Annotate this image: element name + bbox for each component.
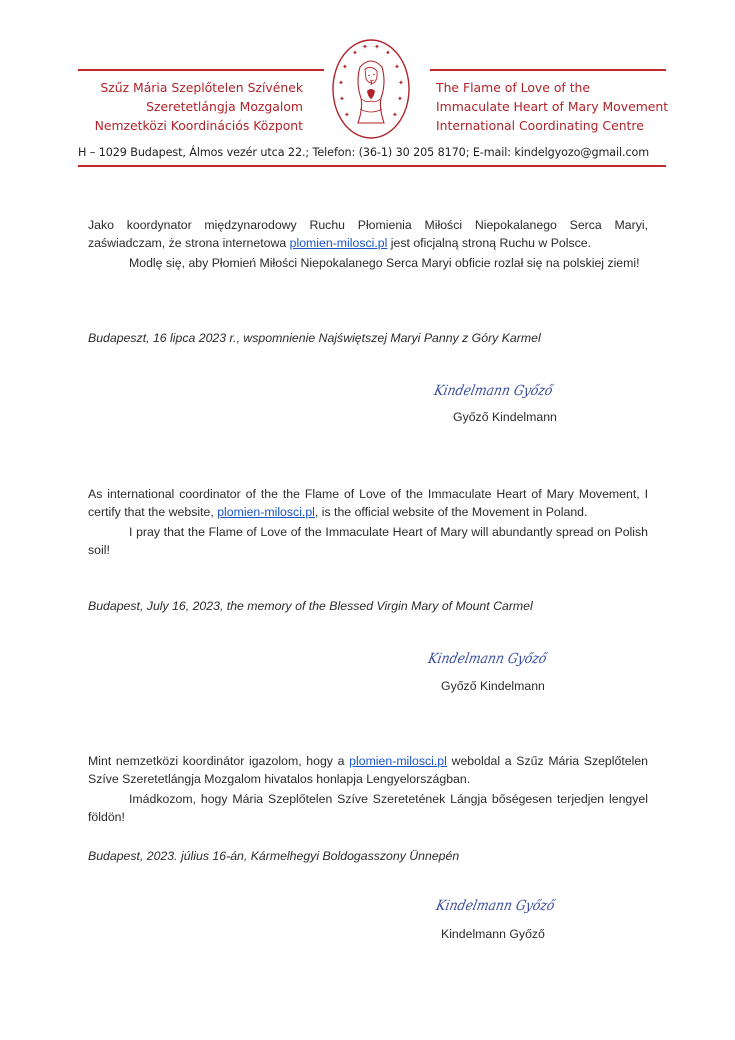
polish-signature	[428, 374, 578, 404]
hungarian-paragraph-2: Imádkozom, hogy Mária Szeplőtelen Szíve Szeretetének Lángja bőségesen terjedjen lengyel földön!	[88, 792, 648, 824]
letterhead-rule-bottom	[78, 165, 666, 167]
english-website-link[interactable]: plomien-milosci.pl	[217, 504, 315, 519]
polish-paragraph-2: Modlę się, aby Płomień Miłości Niepokalanego Serca Maryi obficie rozlał się na polskiej ziemi!	[129, 256, 640, 270]
svg-text:✦: ✦	[392, 111, 398, 119]
english-p1-text-end: , is the official website of the Movement in Poland.	[314, 504, 588, 519]
hungarian-section	[88, 753, 648, 826]
letterhead-contact: H – 1029 Budapest, Álmos vezér utca 22.; Telefon: (36-1) 30 205 8170; E-mail: kindelgyozo@gmail.com	[78, 146, 650, 159]
letterhead-right-line-2: Immaculate Heart of Mary Movement	[436, 99, 669, 114]
polish-signature-name: Győző Kindelmann	[453, 410, 557, 424]
hungarian-signature-name: Kindelmann Győző	[441, 927, 545, 941]
hungarian-dateline: Budapest, 2023. július 16-án, Kármelhegyi Boldogasszony Ünnepén	[88, 849, 460, 863]
svg-text:✦: ✦	[362, 43, 368, 51]
letterhead-left-line-3: Nemzetközi Koordinációs Központ	[94, 118, 303, 133]
letterhead-left-line-2: Szeretetlángja Mozgalom	[146, 99, 303, 114]
signature-script-text: Kindelmann Győző	[434, 898, 572, 914]
signature-script-text: Kindelmann Győző	[432, 383, 570, 399]
letterhead-left-line-1: Szűz Mária Szeplőtelen Szívének	[100, 80, 303, 95]
polish-p1-text: Jako koordynator międzynarodowy Ruchu Płomienia Miłości Niepokalanego Serca Maryi, zaświadczam, że strona internetowa	[88, 218, 648, 250]
svg-text:✦: ✦	[394, 63, 400, 71]
letterhead-english-name	[436, 78, 668, 135]
svg-text:✦: ✦	[385, 49, 391, 57]
svg-text:✦: ✦	[352, 49, 358, 57]
letterhead-rule-right	[430, 69, 666, 71]
hungarian-website-link[interactable]: plomien-milosci.pl	[349, 754, 447, 768]
english-paragraph-2: I pray that the Flame of Love of the Immaculate Heart of Mary will abundantly spread on Polish soil!	[88, 525, 648, 557]
letterhead-rule-left	[78, 69, 324, 71]
hungarian-p1-text: Mint nemzetközi koordinátor igazolom, hogy a	[88, 754, 350, 768]
virgin-mary-emblem-icon	[330, 37, 412, 141]
polish-website-link[interactable]: plomien-milosci.pl	[289, 235, 388, 250]
hungarian-signature	[430, 889, 580, 919]
english-section	[88, 486, 648, 559]
signature-script-text: Kindelmann Győző	[426, 651, 564, 667]
english-paragraph-1	[88, 486, 648, 521]
svg-text:✦: ✦	[338, 79, 344, 87]
polish-paragraph-1	[88, 217, 648, 252]
svg-text:✦: ✦	[398, 79, 404, 87]
polish-dateline: Budapeszt, 16 lipca 2023 r., wspomnienie Najświętszej Maryi Panny z Góry Karmel	[88, 331, 541, 345]
english-signature-name: Győző Kindelmann	[441, 679, 545, 693]
polish-p1-text-end: jest oficjalną stroną Ruchu w Polsce.	[387, 235, 592, 250]
letterhead-right-line-1: The Flame of Love of the	[436, 80, 591, 95]
english-dateline: Budapest, July 16, 2023, the memory of the Blessed Virgin Mary of Mount Carmel	[88, 599, 533, 613]
svg-text:✦: ✦	[397, 95, 403, 103]
letterhead-right-line-3: International Coordinating Centre	[436, 118, 644, 133]
svg-text:✦: ✦	[342, 63, 348, 71]
svg-text:✦: ✦	[344, 111, 350, 119]
hungarian-paragraph-1	[88, 753, 648, 788]
letterhead-hungarian-name	[95, 78, 303, 135]
english-signature	[422, 642, 572, 672]
english-p1-text: As international coordinator of the the Flame of Love of the Immaculate Heart of Mary Movement, I certify that the website,	[88, 487, 648, 519]
polish-section	[88, 217, 648, 273]
hungarian-p1-text-end: weboldal a Szűz Mária Szeplőtelen Szíve Szeretetlángja Mozgalom hivatalos honlapja Lengyelországban.	[88, 754, 649, 786]
svg-text:✦: ✦	[339, 95, 345, 103]
svg-text:✦: ✦	[374, 43, 380, 51]
